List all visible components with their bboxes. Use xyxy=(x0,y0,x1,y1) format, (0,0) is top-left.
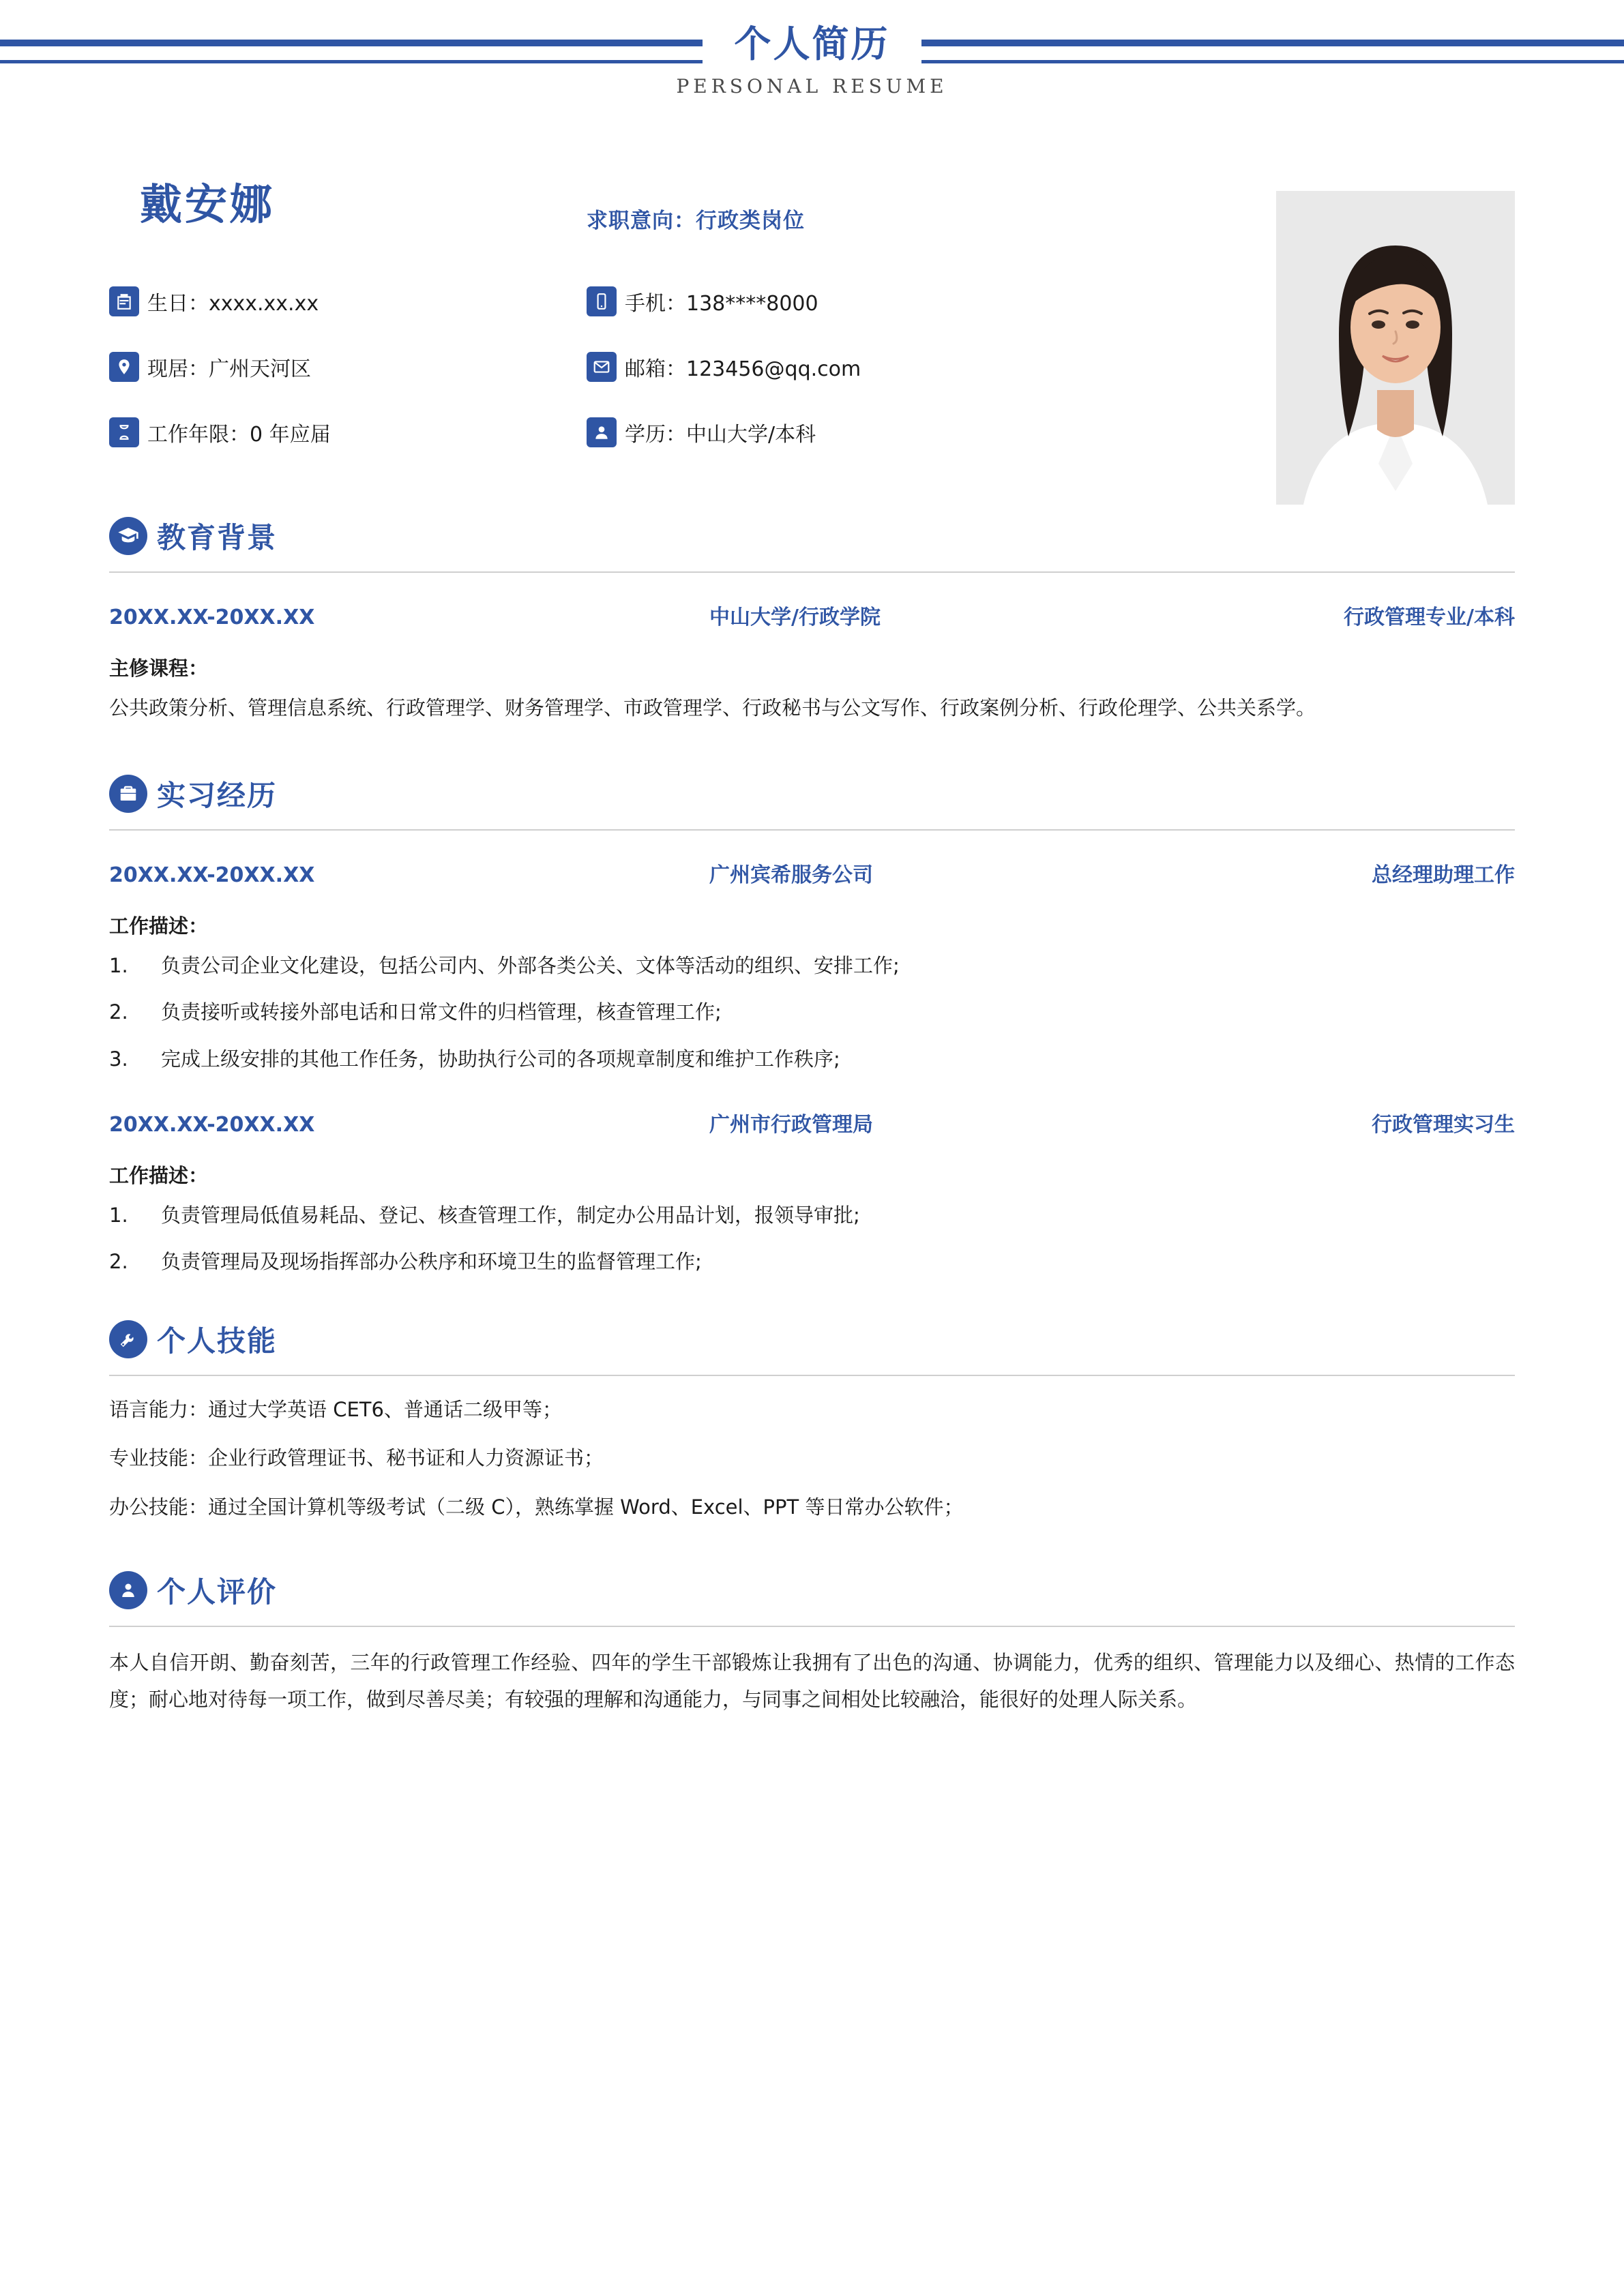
list-item-text: 负责公司企业文化建设，包括公司内、外部各类公关、文体等活动的组织、安排工作; xyxy=(161,953,900,977)
hourglass-icon xyxy=(109,417,139,447)
courses-label: 主修课程： xyxy=(109,657,209,680)
list-item-text: 负责管理局及现场指挥部办公秩序和环境卫生的监督管理工作; xyxy=(161,1250,702,1274)
contact-row xyxy=(109,286,1132,316)
contact-email xyxy=(587,352,861,382)
internship-date: 20XX.XX-20XX.XX xyxy=(109,863,315,887)
list-item-number: 2. xyxy=(109,1250,128,1274)
section-title-skills: 个人技能 xyxy=(157,1324,278,1358)
contact-degree-text: 学历：中山大学/本科 xyxy=(625,423,816,447)
internship-role: 行政管理实习生 xyxy=(1372,1112,1515,1137)
header-banner xyxy=(0,0,1624,143)
contact-degree xyxy=(587,417,816,447)
list-item xyxy=(109,1199,1515,1231)
contact-location-text: 现居：广州天河区 xyxy=(147,357,311,381)
page-subtitle: PERSONAL RESUME xyxy=(676,75,948,98)
duty-list xyxy=(109,1199,1515,1278)
list-item-number: 1. xyxy=(109,1203,128,1227)
contact-email-text: 邮箱：123456@qq.com xyxy=(625,357,861,381)
duties-label: 工作描述： xyxy=(109,1163,209,1187)
section-title-education: 教育背景 xyxy=(157,521,278,554)
contact-experience xyxy=(109,417,587,447)
contact-row xyxy=(109,352,1132,382)
section-divider xyxy=(109,571,1515,573)
education-entry xyxy=(109,600,1515,630)
internship-entry xyxy=(109,858,1515,888)
list-item-text: 负责管理局低值易耗品、登记、核查管理工作，制定办公用品计划，报领导审批; xyxy=(161,1203,860,1227)
section-title-evaluation: 个人评价 xyxy=(157,1575,278,1609)
list-item xyxy=(109,996,1515,1028)
user-icon xyxy=(587,417,617,447)
job-objective: 求职意向：行政类岗位 xyxy=(587,209,805,233)
contact-birthday xyxy=(109,286,587,316)
education-org: 中山大学/行政学院 xyxy=(709,606,881,629)
section-title-internship: 实习经历 xyxy=(157,778,278,812)
contact-birthday-text: 生日：xxxx.xx.xx xyxy=(147,292,319,316)
skill-line: 语言能力：通过大学英语 CET6、普通话二级甲等； xyxy=(109,1397,562,1421)
section-divider xyxy=(109,829,1515,831)
person-badge-icon xyxy=(109,1571,147,1609)
contact-row xyxy=(109,417,1132,447)
location-icon xyxy=(109,352,139,382)
contact-info-grid xyxy=(109,286,1132,483)
section-evaluation xyxy=(109,1570,1515,1718)
list-item xyxy=(109,950,1515,981)
calendar-icon xyxy=(109,286,139,316)
evaluation-text: 本人自信开朗、勤奋刻苦，三年的行政管理工作经验、四年的学生干部锻炼让我拥有了出色的沟通、协调能力，优秀的组织、管理能力以及细心、热情的工作态度；耐心地对待每一项工作，做到尽善尽美；有较强的理解和沟通能力，与同事之间相处比较融洽，能很好的处理人际关系。 xyxy=(109,1651,1515,1711)
mail-icon xyxy=(587,352,617,382)
section-header xyxy=(109,1319,1515,1360)
avatar xyxy=(1276,191,1515,505)
section-divider xyxy=(109,1375,1515,1376)
contact-experience-text: 工作年限：0 年应届 xyxy=(147,423,331,447)
profile-block xyxy=(109,170,1515,498)
briefcase-icon xyxy=(109,775,147,813)
internship-role: 总经理助理工作 xyxy=(1372,863,1515,887)
internship-org: 广州宾希服务公司 xyxy=(709,863,873,887)
contact-phone-text: 手机：138****8000 xyxy=(625,292,818,316)
list-item-text: 完成上级安排的其他工作任务，协助执行公司的各项规章制度和维护工作秩序; xyxy=(161,1047,840,1071)
courses-text: 公共政策分析、管理信息系统、行政管理学、财务管理学、市政管理学、行政秘书与公文写作、行政案例分析、行政伦理学、公共关系学。 xyxy=(109,696,1316,719)
contact-location xyxy=(109,352,587,382)
education-date: 20XX.XX-20XX.XX xyxy=(109,606,315,629)
list-item-text: 负责接听或转接外部电话和日常文件的归档管理，核查管理工作; xyxy=(161,1000,722,1024)
section-divider xyxy=(109,1626,1515,1627)
duties-label: 工作描述： xyxy=(109,914,209,938)
list-item xyxy=(109,1043,1515,1075)
graduation-cap-icon xyxy=(109,517,147,555)
internship-org: 广州市行政管理局 xyxy=(709,1112,873,1137)
list-item-number: 1. xyxy=(109,953,128,977)
tools-icon xyxy=(109,1320,147,1358)
phone-icon xyxy=(587,286,617,316)
section-education xyxy=(109,516,1515,726)
education-major: 行政管理专业/本科 xyxy=(1344,606,1515,629)
section-header xyxy=(109,516,1515,556)
section-internship xyxy=(109,773,1515,1278)
section-header xyxy=(109,1570,1515,1611)
list-item xyxy=(109,1246,1515,1277)
section-skills xyxy=(109,1319,1515,1523)
contact-phone xyxy=(587,286,818,316)
list-item-number: 2. xyxy=(109,1000,128,1024)
section-header xyxy=(109,773,1515,814)
internship-date: 20XX.XX-20XX.XX xyxy=(109,1112,315,1137)
list-item-number: 3. xyxy=(109,1047,128,1071)
page-title: 个人简历 xyxy=(734,23,890,65)
skill-line: 专业技能：企业行政管理证书、秘书证和人力资源证书； xyxy=(109,1446,604,1470)
internship-entry xyxy=(109,1107,1515,1137)
skill-line: 办公技能：通过全国计算机等级考试（二级 C），熟练掌握 Word、Excel、PPT 等日常办公软件； xyxy=(109,1495,964,1519)
candidate-name: 戴安娜 xyxy=(140,179,276,229)
duty-list xyxy=(109,950,1515,1075)
